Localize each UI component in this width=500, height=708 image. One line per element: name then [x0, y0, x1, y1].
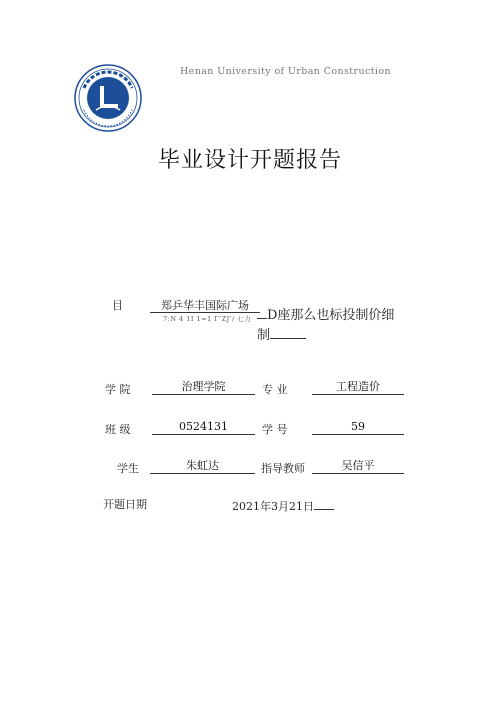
class-field: 0524131 [152, 420, 255, 435]
major-field: 工程造价 [312, 380, 404, 395]
student-field: 朱虹达 [150, 459, 255, 474]
university-logo [74, 64, 142, 132]
student-id-label: 学 号 [262, 423, 288, 436]
class-label: 班 级 [105, 423, 131, 436]
topic-line-3 [257, 324, 306, 343]
underline [270, 326, 306, 339]
university-name: Henan University of Urban Construction [180, 66, 391, 77]
date-text: 2021年3月21日 [232, 500, 314, 513]
underline [257, 306, 267, 319]
topic-line-2-text: D座那么也标投制价细 [267, 308, 395, 323]
advisor-field: 吴信平 [312, 459, 404, 474]
page-title: 毕业设计开题报告 [157, 148, 342, 173]
student-label: 学生 [117, 462, 139, 475]
student-id-field: 59 [312, 420, 404, 435]
topic-small-text: 7:N 4 1I 1=1 Γ'ZJ'/ 七力 [163, 315, 252, 323]
date-field [232, 497, 334, 514]
college-field: 治理学院 [152, 380, 255, 395]
topic-line-1: 郑乒华丰国际广场 [150, 299, 260, 313]
date-label: 开题日期 [103, 498, 147, 511]
topic-label: 目 [112, 299, 123, 312]
underline [314, 497, 334, 510]
advisor-label: 指导教师 [261, 462, 305, 475]
topic-line-3-text: 制 [257, 328, 271, 343]
college-label: 学 院 [105, 383, 131, 396]
major-label: 专 业 [262, 383, 288, 396]
topic-line-2 [257, 304, 394, 323]
